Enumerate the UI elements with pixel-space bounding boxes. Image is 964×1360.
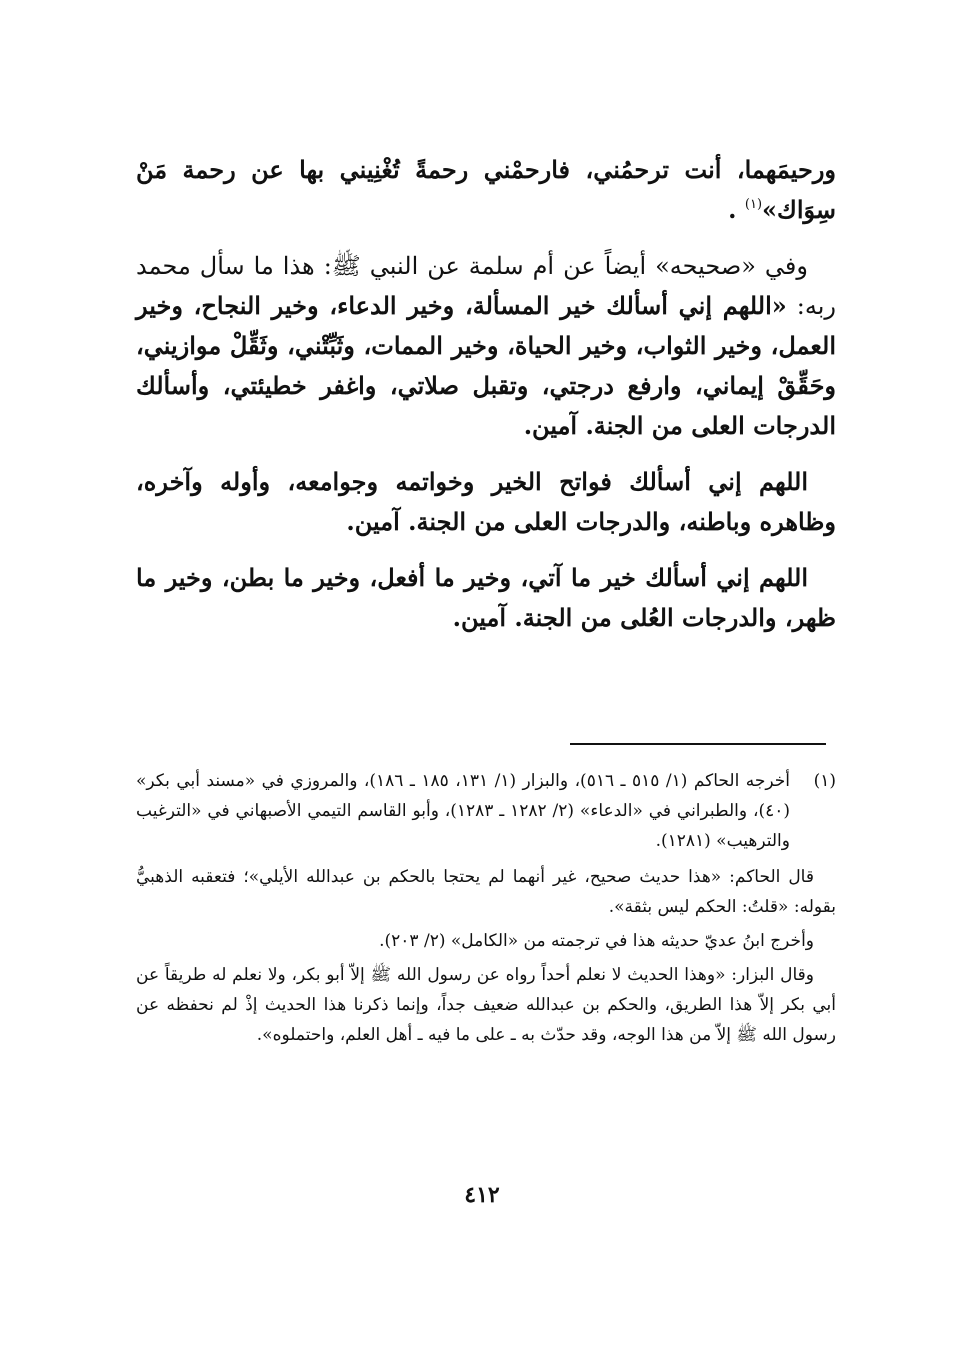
main-text [136,150,836,654]
footnote-hakim: قال الحاكم: «هذا حديث صحيح، غير أنهما لم يحتجا بالحكم بن عبدالله الأيلي»؛ فتعقبه الذهبيُّ بقوله: «قلتُ: الحكم ليس بثقة». [136,867,836,917]
paragraph-2-intro: وفي «صحيحه» أيضاً عن أم سلمة عن النبي ﷺ: هذا ما سأل محمد ربه: [136,252,836,320]
page-number: ٤١٢ [464,1182,500,1208]
footnote-bazzar: وقال البزار: «وهذا الحديث لا نعلم أحداً رواه عن رسول الله ﷺ إلاّ أبو بكر، ولا نعلم له طريقاً عن أبي بكر إلاّ هذا الطريق، والحكم بن عبدالله ضعيف جداً، وإنما ذكرنا هذا الحديث إذْ لم نحفظه عن رسول الله ﷺ إلاّ من هذا الوجه، وقد حدّث به ـ على ما فيه ـ أهل العلم، واحتملوه». [136,965,836,1045]
footnote-number: (١) [813,771,836,791]
paragraph-3: اللهم إني أسألك فواتح الخير وخواتمه وجوامعه، وأوله وآخره، وظاهره وباطنه، والدرجات العلى من الجنة. آمين. [136,467,836,536]
paragraph-2-dua: «اللهم إني أسألك خير المسألة، وخير الدعاء، وخير النجاح، وخير العمل، وخير الثواب، وخير الحياة، وخير الممات، وثَبِّتْني، وثَقِّلْ موازيني، وحَقِّقْ إيماني، وارفع درجتي، وتقبل صلاتي، واغفر خطيئتي، وأسألك الدرجات العلى من الجنة. آمين. [136,291,836,440]
footnote-reference: (١) [744,197,763,212]
paragraph-1 [136,150,836,230]
footnote-separator [570,743,826,745]
paragraph-1-text: ورحيمَهما، أنت ترحمُني، فارحمْني رحمةً تُغْنِيني بها عن رحمة مَنْ سِوَاك» [136,155,836,224]
paragraph-1-end: . [728,195,737,224]
footnotes [136,766,836,1054]
footnote-1 [136,766,836,856]
paragraph-4: اللهم إني أسألك خير ما آتي، وخير ما أفعل، وخير ما بطن، وخير ما ظهر، والدرجات العُلى من الجنة. آمين. [136,563,836,632]
footnote-citation: أخرجه الحاكم (١/ ٥١٥ ـ ٥١٦)، والبزار (١/ ١٣١، ١٨٥ ـ ١٨٦)، والمروزي في «مسند أبي بكر» (٤٠)، والطبراني في «الدعاء» (٢/ ١٢٨٢ ـ ١٢٨٣)، وأبو القاسم التيمي الأصبهاني في «الترغيب والترهيب» (١٢٨١). [136,771,791,851]
paragraph-2 [136,246,836,446]
footnote-ibn-adi: وأخرج ابنُ عديّ حديثه هذا في ترجمته من «الكامل» (٢/ ٢٠٣). [379,931,814,951]
